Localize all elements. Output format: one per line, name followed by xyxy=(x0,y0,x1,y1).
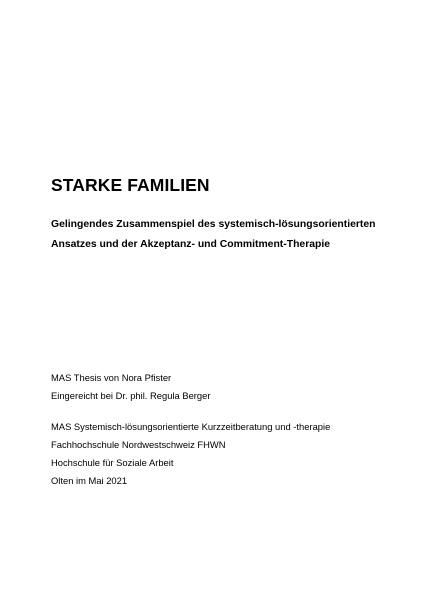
subtitle-line-1: Gelingendes Zusammenspiel des systemisch-lösungsorientierten xyxy=(51,219,376,230)
place-date: Olten im Mai 2021 xyxy=(51,475,128,486)
program-name: MAS Systemisch-lösungsorientierte Kurzzeitberatung und -therapie xyxy=(51,421,331,432)
subtitle-line-2: Ansatzes und der Akzeptanz- und Commitment-Therapie xyxy=(51,239,331,250)
author-block xyxy=(51,369,210,405)
university-name: Fachhochschule Nordwestschweiz FHWN xyxy=(51,439,226,450)
document-subtitle xyxy=(51,215,411,255)
institution-block xyxy=(51,418,330,490)
thesis-supervisor: Eingereicht bei Dr. phil. Regula Berger xyxy=(51,390,211,401)
document-title: STARKE FAMILIEN xyxy=(51,175,210,195)
school-name: Hochschule für Soziale Arbeit xyxy=(51,457,174,468)
thesis-author: MAS Thesis von Nora Pfister xyxy=(51,372,172,383)
